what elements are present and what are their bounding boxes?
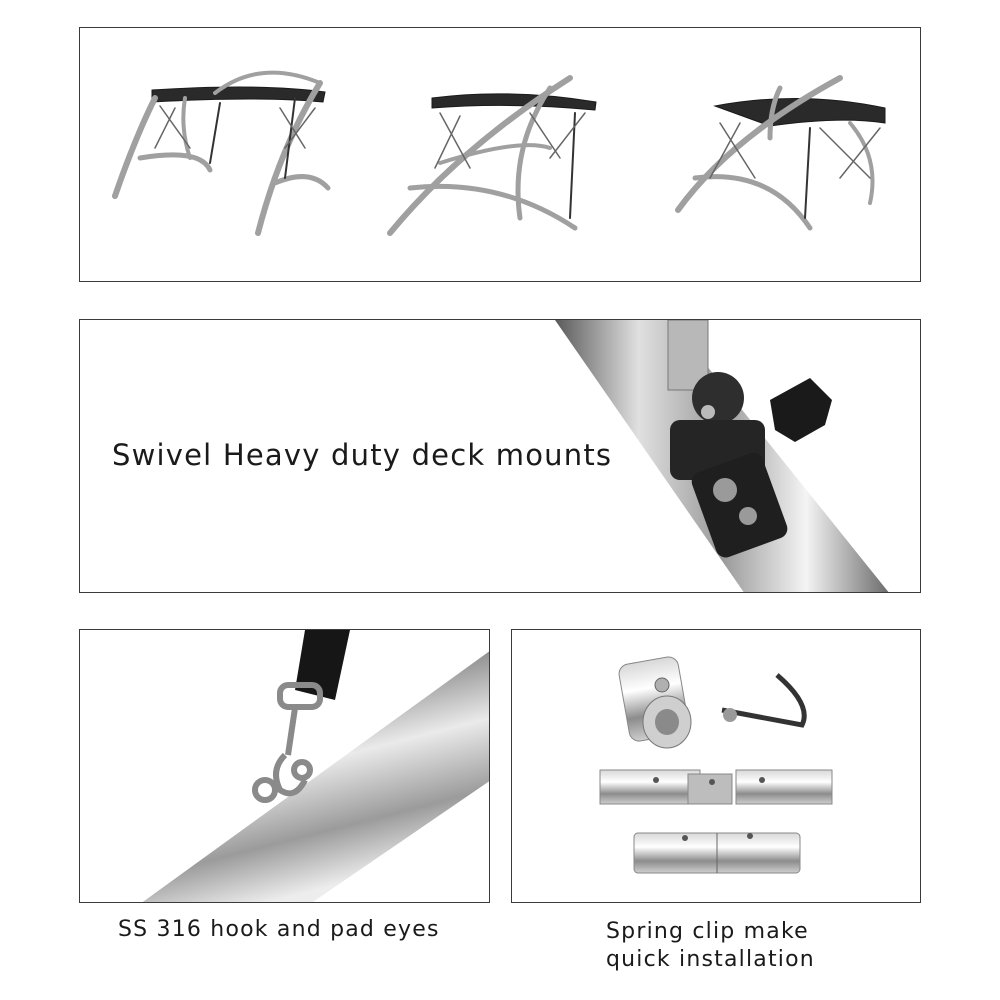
separated-tubes [600, 770, 832, 804]
spring-clip-image [512, 630, 921, 903]
spring-clip [722, 675, 804, 725]
knob-icon [770, 378, 832, 442]
joined-tubes [634, 833, 800, 873]
bimini-top-front-view [115, 73, 328, 233]
hook-caption: SS 316 hook and pad eyes [118, 917, 440, 942]
bimini-top-perspective-view [678, 78, 885, 228]
bimini-top-angled-view [390, 78, 596, 233]
deck-mount-panel [79, 319, 921, 593]
spring-caption-line-2: quick installation [606, 947, 815, 972]
spring-clip-caption [606, 918, 866, 974]
spring-clip-panel [511, 629, 921, 903]
hook-pad-eye-image [80, 630, 490, 903]
spring-caption-line-1: Spring clip make [606, 919, 809, 944]
bimini-views-panel [79, 27, 921, 282]
hook-pad-eye-panel [79, 629, 490, 903]
tube-end-fitting [618, 655, 691, 748]
bimini-top-illustrations [80, 28, 921, 282]
strap [295, 630, 350, 700]
deck-mount-headline: Swivel Heavy duty deck mounts [112, 438, 613, 472]
